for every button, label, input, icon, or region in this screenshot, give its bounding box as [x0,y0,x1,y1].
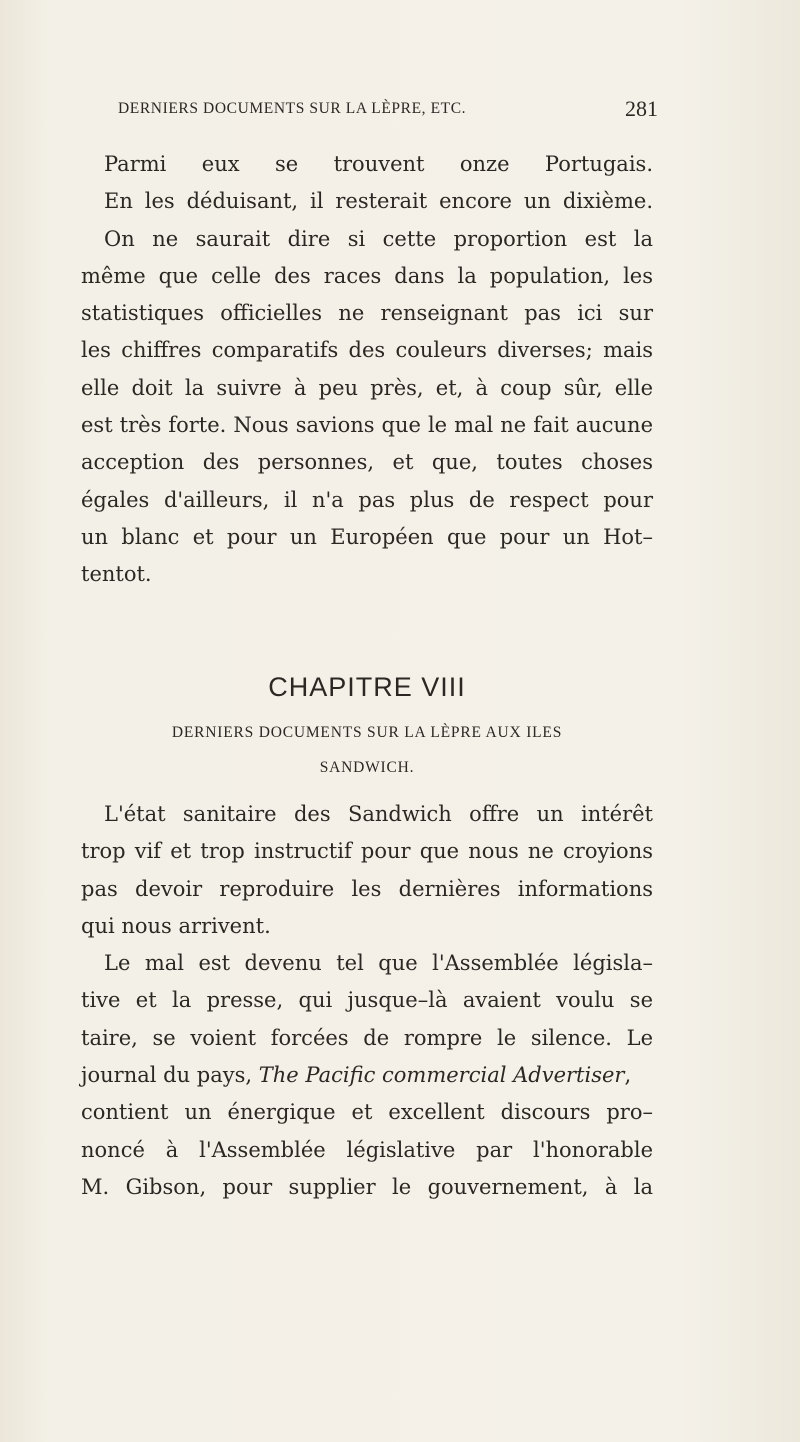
paragraph-block-2 [81,796,653,1206]
text-line: noncé à l'Assemblée législative par l'honorable [81,1137,653,1162]
text-line: un blanc et pour un Européen que pour un Hot– [81,524,653,549]
text-line: Parmi eux se trouvent onze Portugais. [104,152,653,176]
running-head [118,96,658,126]
chapter-title: CHAPITRE VIII [268,672,466,702]
paragraph-block-1 [81,146,653,594]
text-line: M. Gibson, pour supplier le gouvernement, à la [81,1174,653,1199]
text-line: En les déduisant, il resterait encore un dixième. [104,189,653,214]
text-line: tive et la presse, qui jusque–là avaient voulu se [81,988,653,1013]
text-line-journal [81,1057,653,1094]
text-line: trop vif et trop instructif pour que nous ne croyions [81,839,653,864]
text-line: On ne saurait dire si cette proportion est la [104,226,653,251]
text-line: est très forte. Nous savions que le mal ne fait aucune [81,413,653,438]
text-line: même que celle des races dans la population, les [81,263,653,288]
text-line: les chiffres comparatifs des couleurs diverses; mais [81,338,653,363]
text-line: contient un énergique et excellent discours pro– [81,1100,653,1125]
text-line: pas devoir reproduire les dernières informations [81,876,653,901]
text-line: L'état sanitaire des Sandwich offre un intérêt [104,802,653,826]
journal-line-after: , [624,1063,632,1088]
journal-line-before: journal du pays, [81,1063,259,1088]
text-line: égales d'ailleurs, il n'a pas plus de respect pour [81,487,653,512]
page-number: 281 [625,96,658,121]
chapter-subtitle: SANDWICH. [319,759,415,776]
chapter-subtitle: DERNIERS DOCUMENTS SUR LA LÈPRE AUX ILES [171,724,563,741]
text-line: tentot. [81,562,152,587]
text-line: taire, se voient forcées de rompre le silence. Le [81,1025,653,1050]
journal-title: The Pacific commercial Advertiser [258,1063,625,1088]
running-head-title: DERNIERS DOCUMENTS SUR LA LÈPRE, ETC. [118,100,467,117]
text-line: elle doit la suivre à peu près, et, à coup sûr, elle [81,375,653,400]
text-line: qui nous arrivent. [81,913,271,938]
text-line: statistiques officielles ne renseignant pas ici sur [81,301,653,326]
text-line: Le mal est devenu tel que l'Assemblée législa– [104,951,653,976]
text-line: acception des personnes, et que, toutes choses [81,450,653,475]
